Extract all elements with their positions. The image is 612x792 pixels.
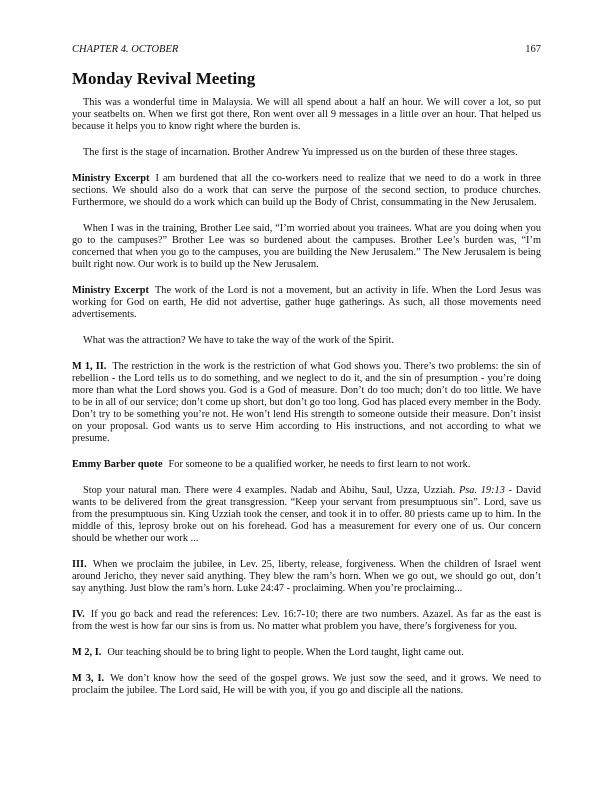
paragraph-lead: M 2, I. bbox=[72, 647, 102, 658]
paragraph-iii bbox=[72, 559, 541, 595]
paragraph bbox=[72, 147, 541, 159]
paragraph-quote bbox=[72, 459, 541, 471]
running-header bbox=[72, 44, 541, 56]
paragraph-lead: M 1, II. bbox=[72, 361, 107, 372]
paragraph-text: When I was in the training, Brother Lee said, “I’m worried about you trainees. What are you doing when you go to the campuses?” Brother Lee was so burdened about the campuses. Brother Lee’s burden was, “I’m concerned that when you go to the campuses, you are building the New Jerusalem.” The New Jerusalem is being built right now. Our work is to build up the New Jerusalem. bbox=[72, 223, 541, 270]
paragraph-text: For someone to be a qualified worker, he needs to first learn to not work. bbox=[168, 459, 471, 470]
scripture-reference: Psa. 19:13 bbox=[458, 485, 505, 496]
paragraph-text: What was the attraction? We have to take the way of the work of the Spirit. bbox=[83, 335, 394, 346]
paragraph-text: Stop your natural man. There were 4 examples. Nadab and Abihu, Saul, Uzza, Uzziah. bbox=[83, 485, 456, 496]
paragraph-m2-i bbox=[72, 647, 541, 659]
paragraph-text: The first is the stage of incarnation. Brother Andrew Yu impressed us on the burden of these three stages. bbox=[83, 147, 518, 158]
paragraph bbox=[72, 335, 541, 347]
paragraph-lead: IV. bbox=[72, 609, 85, 620]
paragraph-lead: Ministry Excerpt bbox=[72, 173, 150, 184]
paragraph-m3-i bbox=[72, 673, 541, 697]
paragraph-lead: Emmy Barber quote bbox=[72, 459, 163, 470]
paragraph-m1-ii bbox=[72, 361, 541, 445]
paragraph-text: If you go back and read the references: Lev. 16:7-10; there are two numbers. Azazel. As far as the east is from the west is how far our sins is from us. No matter what problem you have, there’s forgiveness for you. bbox=[72, 609, 541, 632]
paragraph bbox=[72, 223, 541, 271]
paragraph-iv bbox=[72, 609, 541, 633]
paragraph-lead: M 3, I. bbox=[72, 673, 105, 684]
paragraph-text: Our teaching should be to bring light to people. When the Lord taught, light came out. bbox=[107, 647, 465, 658]
paragraph-ministry-excerpt bbox=[72, 285, 541, 321]
page-number: 167 bbox=[525, 44, 541, 55]
paragraph-text: I am burdened that all the co-workers need to realize that we need to do a work in three sections. We should also do a work that can serve the purpose of the second section, to produce churches. Furthermore, we should do a work which can build up the Body of Christ, consummating in the New Jerusalem. bbox=[72, 173, 541, 208]
paragraph-text: This was a wonderful time in Malaysia. We will all spend about a half an hour. We will cover a lot, so put your seatbelts on. When we first got there, Ron went over all 9 messages in a little over an hour. That helped us because it helps you to know right where the burden is. bbox=[72, 97, 541, 132]
paragraph-text: The restriction in the work is the restriction of what God shows you. There’s two problems: the sin of rebellion - the Lord tells us to do something, and we neglect to do it, and the sin of presumption - you’re doing more than what the Lord shows you. God is a God of measure. Don’t do too much; don’t do too little. We have to be in all of our service; don’t come up short, but don’t go too long. God has placed every member in the Body. Don’t try to be something you’re not. He won’t lend His strength to someone outside their measure. Don’t insist on your proposal. God wants us to serve Him according to His instructions, and not according to what we presume. bbox=[72, 361, 541, 444]
section-title: Monday Revival Meeting bbox=[72, 69, 256, 88]
paragraph-text: When we proclaim the jubilee, in Lev. 25, liberty, release, forgiveness. When the children of Israel went around Jericho, they never said anything. They blew the ram’s horn. When we go out, we should go out, don’t say anything. Just blow the ram’s horn. Luke 24:47 - proclaiming. When you’re proclaiming... bbox=[72, 559, 541, 594]
paragraph-text: We don’t know how the seed of the gospel grows. We just sow the seed, and it grows. We need to proclaim the jubilee. The Lord said, He will be with you, if you go and disciple all the nations. bbox=[72, 673, 541, 696]
paragraph bbox=[72, 97, 541, 133]
paragraph-text: The work of the Lord is not a movement, but an activity in life. When the Lord Jesus was working for God on earth, He did not advertise, gather huge gatherings. As such, all those movements need advertisements. bbox=[72, 285, 541, 320]
paragraph-lead: III. bbox=[72, 559, 87, 570]
paragraph-ministry-excerpt bbox=[72, 173, 541, 209]
paragraph bbox=[72, 485, 541, 545]
paragraph-text: - David wants to be delivered from the great transgression. “Keep your servant from presumptuous sin”. Lord, save us from the presumptuous sin. King Uzziah took the censer, and took it in to offer. 80 priests came up to him. In the middle of this, leprosy broke out on his forehead. God has a measurement for every one of us. Our concern should be whether our work ... bbox=[72, 485, 541, 544]
paragraph-lead: Ministry Excerpt bbox=[72, 285, 149, 296]
chapter-heading: CHAPTER 4. OCTOBER bbox=[72, 44, 179, 55]
page bbox=[72, 44, 541, 711]
